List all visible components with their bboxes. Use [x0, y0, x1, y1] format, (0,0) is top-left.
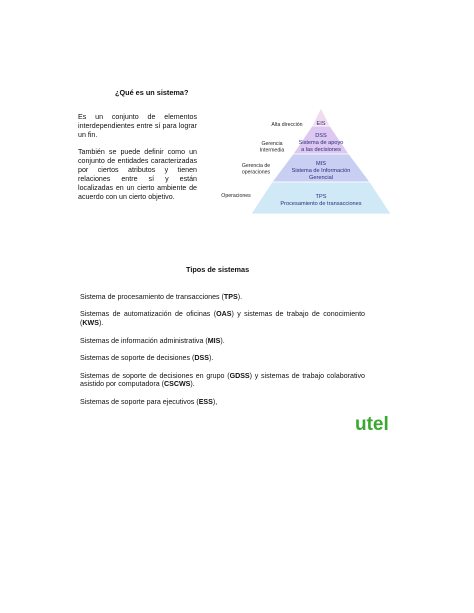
definition-paragraph: Es un conjunto de elementos interdependientes entre sí para lograr un fin.: [78, 113, 197, 139]
side-label-gerencia-intermedia: Gerencia Intermedia: [259, 141, 285, 154]
system-type-acronym: DSS: [194, 354, 209, 363]
system-type-acronym: ESS: [198, 397, 213, 406]
system-type-text: ).: [190, 380, 195, 389]
system-type-text: ) y sistemas de trabajo colaborativo asistido por computadora (: [80, 371, 365, 389]
tier-text-dss: DSS Sistema de apoyo a las decisiones: [298, 133, 344, 153]
tier-text-mis: MIS Sistema de Información Gerencial: [291, 161, 351, 181]
types-heading: Tipos de sistemas: [186, 265, 250, 274]
side-label-gerencia-operaciones: Gerencia de operaciones: [241, 163, 271, 176]
system-type-text: ),: [212, 397, 218, 406]
system-type-item: [80, 354, 365, 363]
system-type-item: [80, 310, 365, 328]
systems-types-list: [80, 293, 365, 407]
system-type-acronym: MIS: [207, 336, 221, 345]
system-type-text: Sistemas de soporte de decisiones en grupo (: [80, 371, 230, 380]
system-type-text: Sistemas de automatización de oficinas (: [80, 310, 217, 319]
utel-logo-text: utel: [355, 414, 389, 435]
system-type-text: ).: [208, 354, 214, 363]
system-type-text: ).: [237, 293, 243, 301]
system-type-text: Sistemas de soporte de decisiones (: [80, 354, 195, 363]
system-type-text: ).: [98, 319, 104, 328]
system-type-item: [80, 372, 365, 390]
tier-text-eis: EIS: [316, 121, 326, 127]
system-type-acronym: CSCWS: [164, 380, 191, 389]
section-title: ¿Qué es un sistema?: [115, 88, 189, 97]
system-type-text: Sistemas de información administrativa (: [80, 336, 208, 345]
system-type-acronym: KWS: [82, 319, 99, 328]
system-type-item: [80, 337, 365, 346]
system-type-text: ).: [220, 336, 225, 345]
system-type-item: [80, 398, 365, 407]
system-type-acronym: GDSS: [229, 371, 250, 380]
side-label-alta-direccion: Alta dirección: [271, 122, 303, 128]
system-type-acronym: OAS: [216, 310, 232, 319]
system-type-item: [80, 293, 365, 302]
utel-logo: [355, 413, 405, 435]
systems-pyramid-diagram: [220, 104, 405, 220]
side-label-operaciones: Operaciones: [221, 193, 251, 199]
system-type-text: Sistemas de soporte para ejecutivos (: [80, 397, 199, 406]
system-type-acronym: TPS: [223, 293, 238, 301]
tier-text-tps: TPS Procesamiento de transacciones: [280, 194, 362, 207]
extended-definition-paragraph: También se puede definir como un conjunto de entidades caracterizadas por ciertos atributos y tienen relaciones entre sí y están localizadas en un cierto ambiente de acuerdo con un cierto objetivo.: [78, 148, 197, 201]
system-type-text: ) y sistemas de trabajo de conocimiento (: [80, 310, 365, 328]
system-type-text: Sistema de procesamiento de transacciones (: [80, 293, 224, 301]
